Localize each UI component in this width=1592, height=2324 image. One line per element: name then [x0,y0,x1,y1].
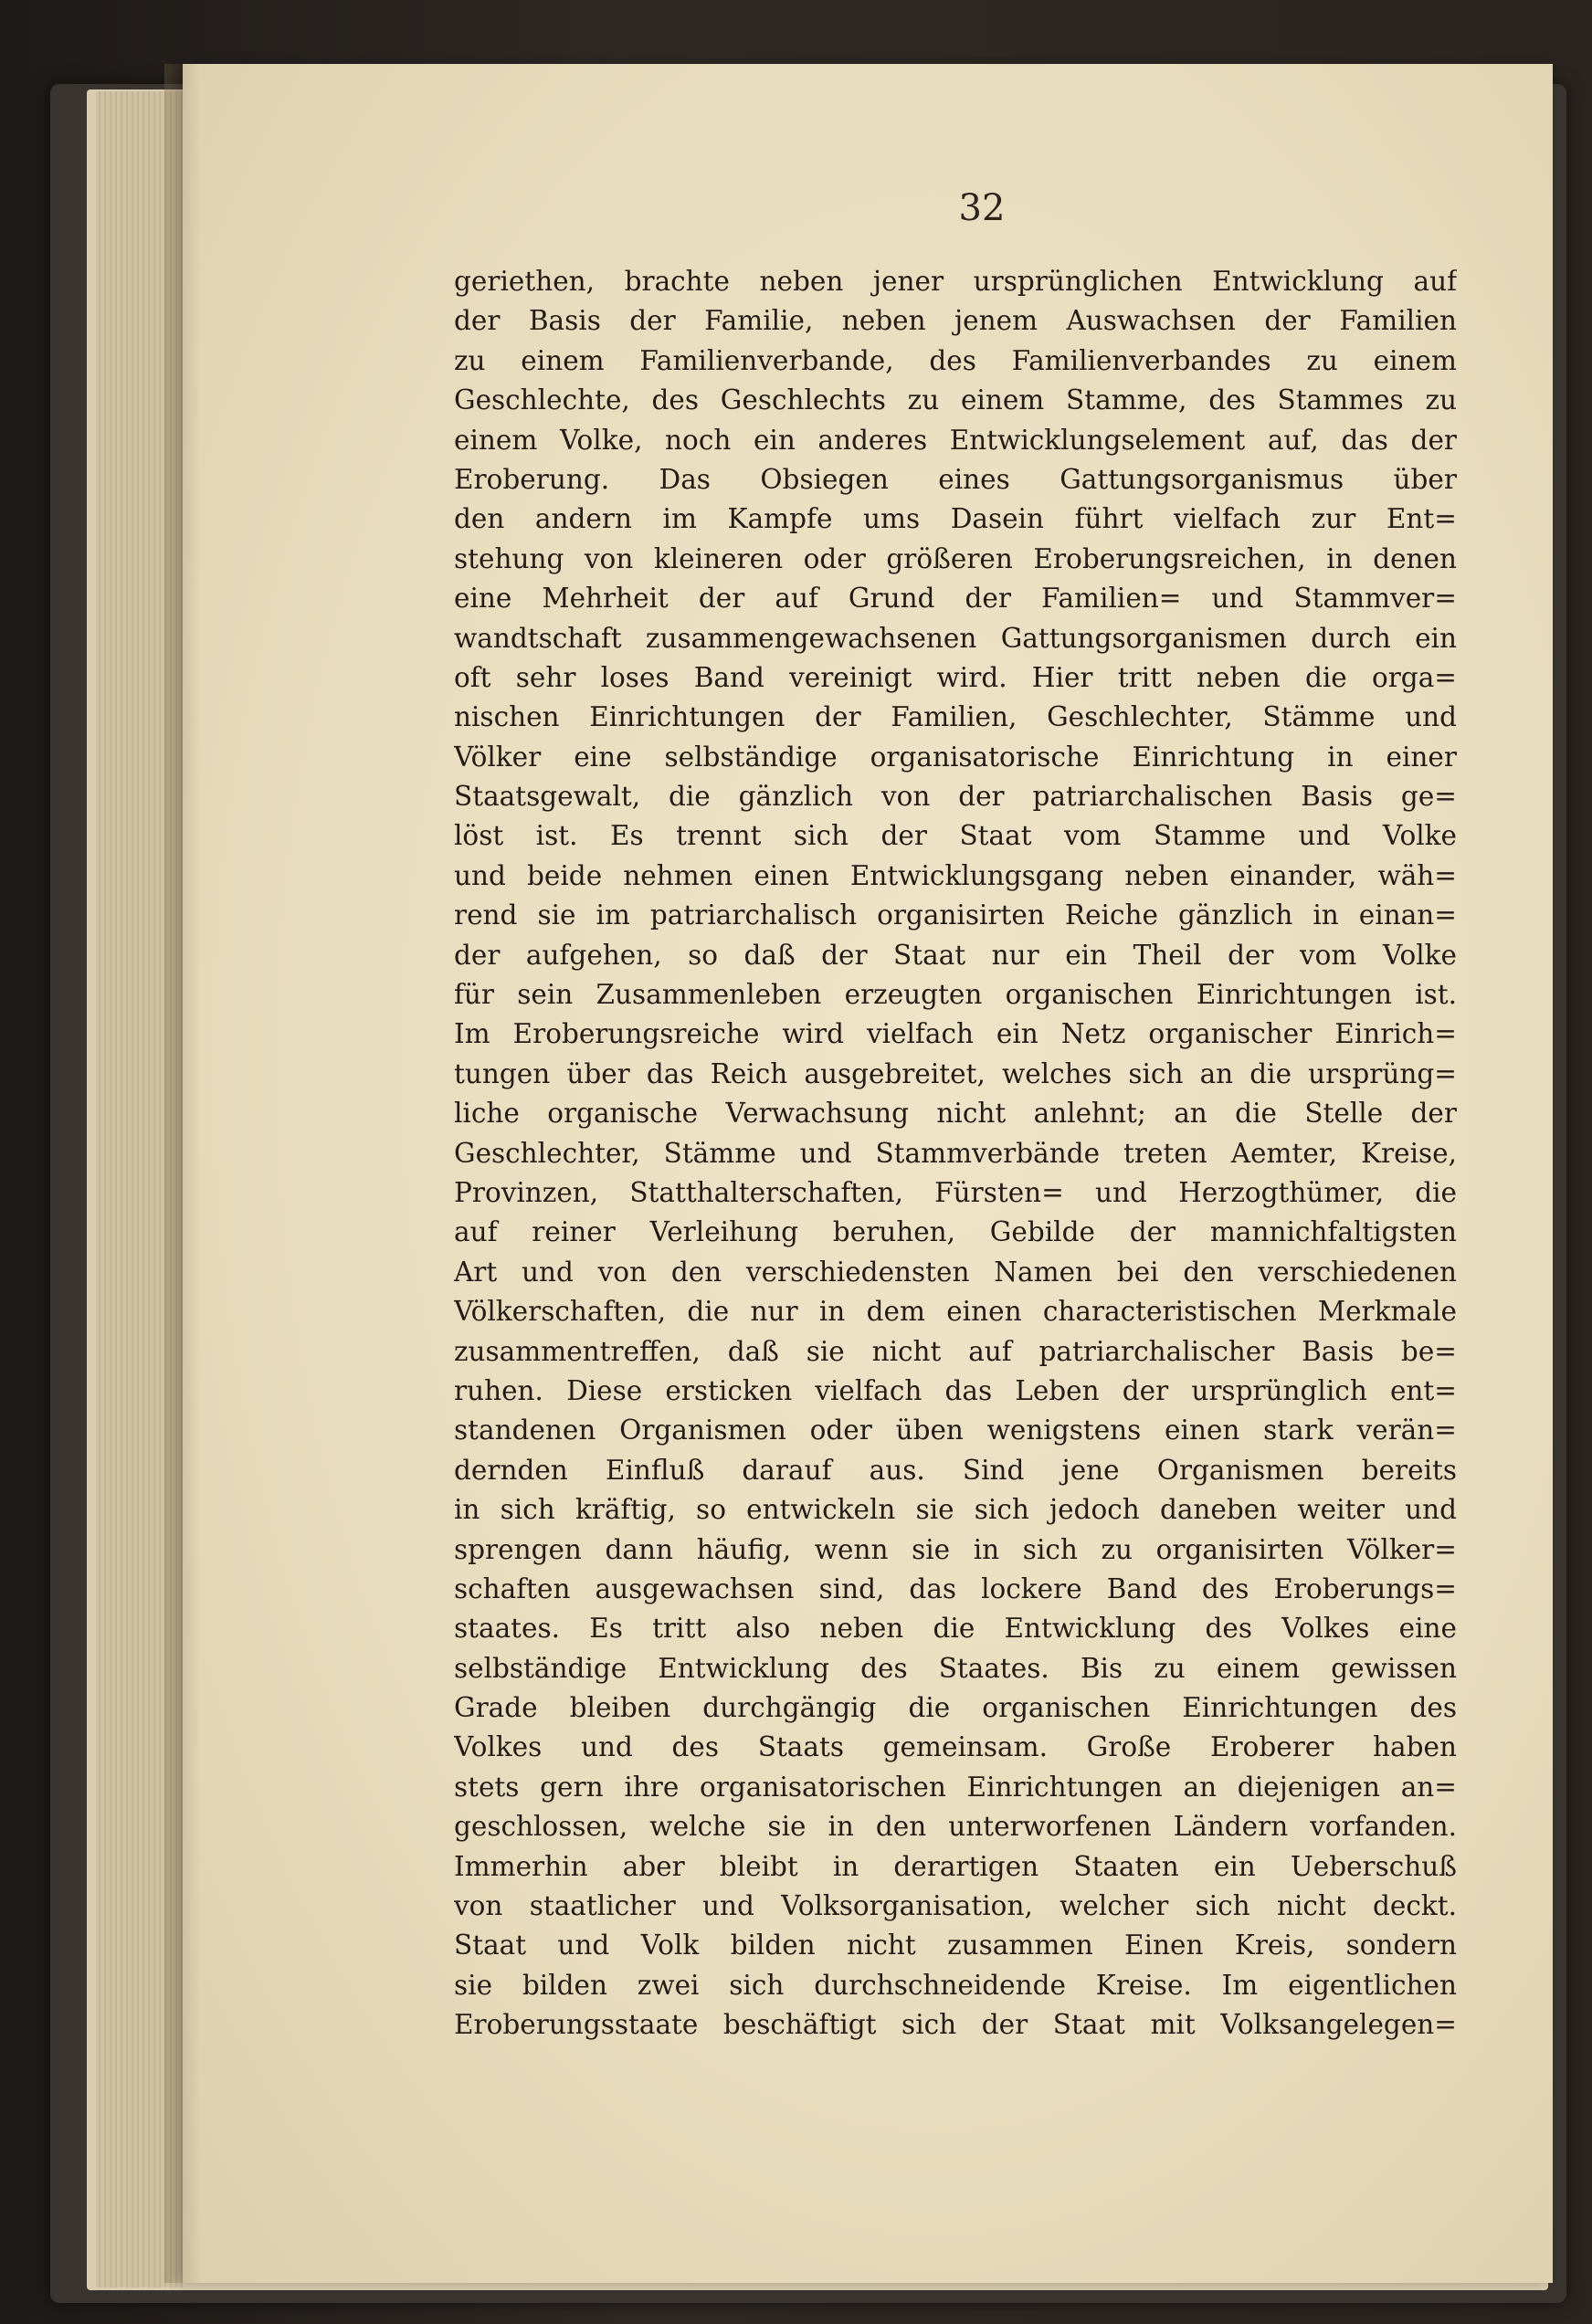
text-line: Geschlechte, des Geschlechts zu einem Stamme, des Stammes zu [454,384,1457,416]
text-line: der Basis der Familie, neben jenem Auswachsen der Familien [454,305,1457,337]
text-line: zu einem Familienverbande, des Familienverbandes zu einem [454,344,1457,376]
text-line: eine Mehrheit der auf Grund der Familien= und Stammver= [454,583,1457,615]
text-line: oft sehr loses Band vereinigt wird. Hier tritt neben die orga= [454,661,1457,693]
text-line: Völker eine selbständige organisatorische Einrichtung in einer [454,741,1457,773]
text-line: nischen Einrichtungen der Familien, Geschlechter, Stämme und [454,701,1457,733]
text-line: geschlossen, welche sie in den unterworfenen Ländern vorfanden. [454,1811,1457,1843]
page-number: 32 [958,187,1006,229]
text-line: dernden Einfluß darauf aus. Sind jene Organismen bereits [454,1454,1457,1486]
text-line: von staatlicher und Volksorganisation, welcher sich nicht deckt. [454,1890,1457,1922]
text-line: staates. Es tritt also neben die Entwicklung des Volkes eine [454,1613,1457,1645]
text-line: für sein Zusammenleben erzeugten organischen Einrichtungen ist. [454,979,1457,1011]
text-line: liche organische Verwachsung nicht anlehnt; an die Stelle der [454,1098,1457,1130]
text-line: löst ist. Es trennt sich der Staat vom Stamme und Volke [454,820,1457,852]
text-line: Grade bleiben durchgängig die organischen Einrichtungen des [454,1692,1457,1724]
text-line: einem Volke, noch ein anderes Entwicklungselement auf, das der [454,424,1457,456]
text-line: sprengen dann häufig, wenn sie in sich zu organisirten Völker= [454,1533,1457,1565]
text-line: selbständige Entwicklung des Staates. Bis zu einem gewissen [454,1652,1457,1684]
text-line: geriethen, brachte neben jener ursprünglichen Entwicklung auf [454,266,1457,297]
text-line: Eroberung. Das Obsiegen eines Gattungsorganismus über [454,463,1457,495]
text-line: ruhen. Diese ersticken vielfach das Leben der ursprünglich ent= [454,1374,1457,1406]
text-line: Völkerschaften, die nur in dem einen characteristischen Merkmale [454,1296,1457,1328]
text-line: Immerhin aber bleibt in derartigen Staaten ein Ueberschuß [454,1850,1457,1882]
text-line: rend sie im patriarchalisch organisirten Reiche gänzlich in einan= [454,899,1457,931]
text-line: stehung von kleineren oder größeren Eroberungsreichen, in denen [454,542,1457,574]
text-line: der aufgehen, so daß der Staat nur ein Theil der vom Volke [454,939,1457,971]
text-line: Art und von den verschiedensten Namen bei den verschiedenen [454,1256,1457,1288]
body-text [454,262,1457,2045]
text-line: Provinzen, Statthalterschaften, Fürsten= und Herzogthümer, die [454,1176,1457,1208]
text-line: zusammentreffen, daß sie nicht auf patriarchalischer Basis be= [454,1335,1457,1367]
text-line: Geschlechter, Stämme und Stammverbände treten Aemter, Kreise, [454,1137,1457,1169]
text-line: wandtschaft zusammengewachsenen Gattungsorganismen durch ein [454,622,1457,654]
text-line: auf reiner Verleihung beruhen, Gebilde der mannichfaltigsten [454,1216,1457,1248]
text-line: sie bilden zwei sich durchschneidende Kreise. Im eigentlichen [454,1969,1457,2001]
text-line: Eroberungsstaate beschäftigt sich der Staat mit Volksangelegen= [454,2009,1457,2041]
text-line: den andern im Kampfe ums Dasein führt vielfach zur Ent= [454,503,1457,535]
text-line: Staat und Volk bilden nicht zusammen Einen Kreis, sondern [454,1930,1457,1961]
page-gutter-shadow [164,64,201,2283]
text-line: und beide nehmen einen Entwicklungsgang neben einander, wäh= [454,859,1457,891]
text-line: Volkes und des Staats gemeinsam. Große Eroberer haben [454,1731,1457,1763]
text-line: stets gern ihre organisatorischen Einrichtungen an diejenigen an= [454,1771,1457,1803]
text-line: tungen über das Reich ausgebreitet, welches sich an die ursprüng= [454,1057,1457,1089]
text-line: Im Eroberungsreiche wird vielfach ein Netz organischer Einrich= [454,1018,1457,1050]
text-line: standenen Organismen oder üben wenigstens einen stark verän= [454,1414,1457,1446]
text-line: schaften ausgewachsen sind, das lockere Band des Eroberungs= [454,1572,1457,1604]
text-line: Staatsgewalt, die gänzlich von der patriarchalischen Basis ge= [454,781,1457,813]
text-line: in sich kräftig, so entwickeln sie sich jedoch daneben weiter und [454,1494,1457,1526]
